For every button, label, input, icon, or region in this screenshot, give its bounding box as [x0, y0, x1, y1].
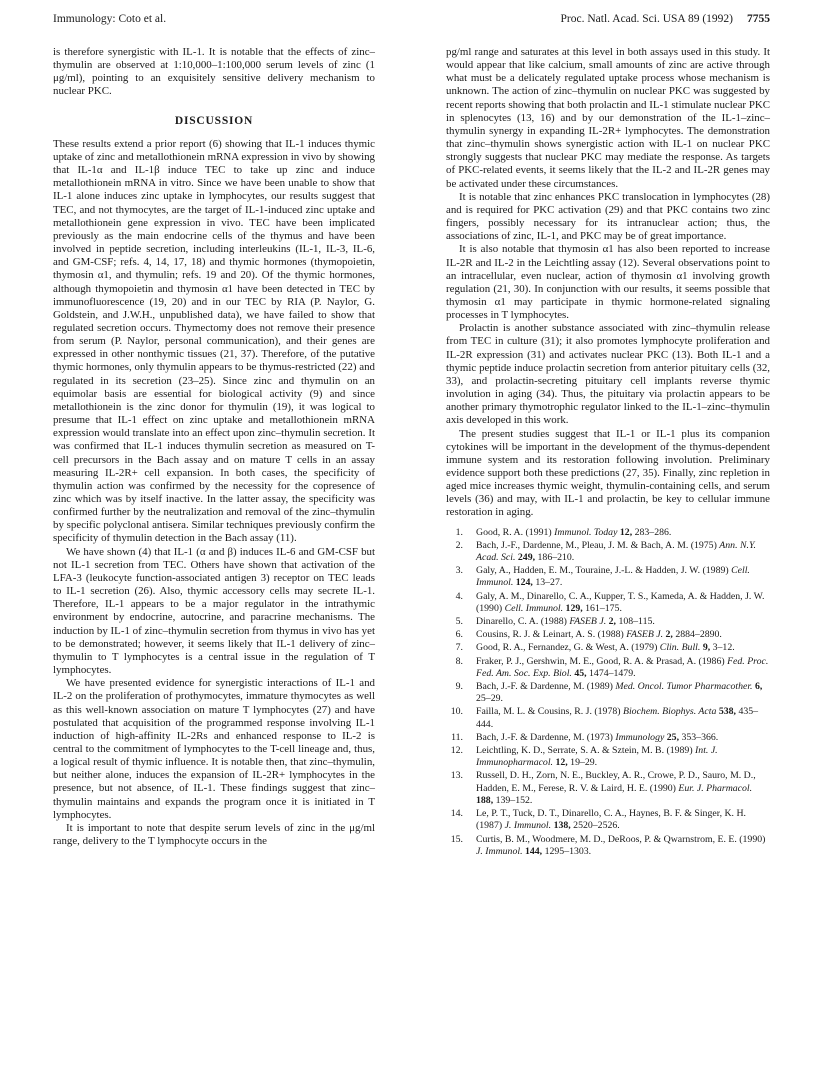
reference-number: 4.: [455, 590, 463, 602]
reference-source: FASEB J.: [626, 629, 664, 641]
discussion-paragraph-3: We have presented evidence for synergistic interactions of IL-1 and IL-2 on the proliferation of prothymocytes, immature thymocytes as well as this well-known association on mature T lymphocytes (27) and have postulated that acquisition of the programmed response involving IL-1 induction of high-affinity IL-2Rs and enhanced response to IL-2 is central to the commitment of lymphocytes to the T-cell lineage and, thus, a logical result of thymic influence. It is notable then, that zinc–thymulin, but neither alone, induces the expansion of IL-2R+ lymphocytes in the presence, but not absence, of IL-1. These findings suggest that zinc–thymulin maintains and expands the program once it is initiated in T lymphocytes.: [53, 677, 375, 821]
reference-item: [446, 732, 770, 744]
discussion-paragraph-7: It is also notable that thymosin α1 has also been reported to increase IL-2R and IL-2 in the Leichtling assay (12). Several observations point to an intracellular, even nuclear, action of thymosin α1 involving growth regulation (21, 30). In conjunction with our results, it seems possible that thymosin α1 may participate in thymic hormone-related signaling processes in T lymphocytes.: [446, 243, 770, 322]
reference-authors: Bach, J.-F., Dardenne, M., Pleau, J. M. & Bach, A. M. (1975): [476, 539, 717, 551]
reference-authors: Bach, J.-F. & Dardenne, M. (1973): [476, 731, 613, 743]
reference-volume: 9,: [702, 642, 711, 654]
reference-item: [446, 565, 770, 589]
discussion-paragraph-2: We have shown (4) that IL-1 (α and β) induces IL-6 and GM-CSF but not IL-1 secretion from TEC. Others have shown that activation of the LFA-3 (leukocyte function-associated antigen 3) receptor on TEC leads to IL-1 secretion (26). Also, thymic accessory cells may secrete IL-1. Therefore, IL-1 appears to be a major regulator in the intrathymic environment by endocrine, autocrine, and paracrine mechanisms. The induction by IL-1 of zinc–thymulin secretion from thymus in vivo has yet to be demonstrated; however, it seems likely that IL-1 delivery of zinc–thymulin to T lymphocytes is a central issue in the regulation of T lymphocytes.: [53, 545, 375, 677]
reference-volume: 129,: [565, 602, 583, 614]
header-page-number: 7755: [747, 13, 770, 25]
reference-number: 12.: [450, 745, 463, 757]
reference-authors: Bach, J.-F. & Dardenne, M. (1989): [476, 681, 613, 693]
reference-item: [446, 656, 770, 680]
reference-pages: 435–444.: [476, 706, 759, 730]
reference-item: [446, 745, 770, 769]
reference-authors: Fraker, P. J., Gershwin, M. E., Good, R. A. & Prasad, A. (1986): [476, 655, 725, 667]
reference-item: [446, 629, 770, 641]
reference-item: [446, 527, 770, 539]
reference-volume: 249,: [517, 552, 536, 564]
reference-source: Fed. Proc. Fed. Am. Soc. Exp. Biol.: [476, 655, 769, 679]
reference-number: 1.: [455, 526, 463, 538]
reference-volume: 138,: [553, 820, 571, 832]
reference-pages: 139–152.: [495, 794, 533, 806]
reference-volume: 25,: [666, 731, 680, 743]
reference-pages: 25–29.: [476, 693, 503, 705]
reference-volume: 538,: [718, 706, 736, 718]
left-column: [53, 46, 375, 848]
reference-pages: 2520–2526.: [573, 820, 620, 832]
reference-source: Eur. J. Pharmacol.: [678, 782, 753, 794]
reference-item: [446, 706, 770, 730]
reference-volume: 2,: [665, 629, 673, 641]
reference-authors: Cousins, R. J. & Leinart, A. S. (1988): [476, 629, 624, 641]
reference-pages: 19–29.: [570, 757, 598, 769]
running-header: [53, 10, 770, 28]
reference-source: Immunology: [615, 731, 665, 743]
reference-item: [446, 591, 770, 615]
reference-item: [446, 642, 770, 654]
reference-number: 10.: [450, 706, 463, 718]
discussion-paragraph-8: Prolactin is another substance associated with zinc–thymulin release from TEC in culture (31); it also promotes lymphocyte proliferation and IL-2R expression (31) and activates nuclear PKC (13). Both IL-1 and a thymic peptide induce prolactin secretion from anterior pituitary cells (32, 33), and prolactin-secreting pituitary cell implants reverse thymic involution in aging (34). Thus, the pituitary via prolactin appears to be another primary thymotrophic regulator linked to the IL-1–zinc–thymulin axis developed in this work.: [446, 322, 770, 427]
reference-source: Ann. N.Y. Acad. Sci.: [476, 539, 756, 564]
reference-source: Int. J. Immunopharmacol.: [476, 745, 718, 769]
reference-source: Cell. Immunol.: [476, 565, 750, 589]
reference-number: 2.: [455, 539, 463, 551]
reference-authors: Failla, M. L. & Cousins, R. J. (1978): [476, 706, 621, 718]
reference-source: Clin. Bull.: [659, 642, 701, 654]
reference-authors: Le, P. T., Tuck, D. T., Dinarello, C. A., Haynes, B. F. & Singer, K. H. (1987): [476, 808, 746, 832]
right-column: [446, 46, 770, 859]
reference-authors: Galy, A. M., Dinarello, C. A., Kupper, T. S., Kameda, A. & Hadden, J. W. (1990): [476, 590, 765, 614]
reference-volume: 144,: [524, 845, 543, 857]
reference-source: Biochem. Biophys. Acta: [622, 706, 717, 718]
reference-item: [446, 834, 770, 858]
reference-volume: 45,: [574, 667, 587, 679]
reference-volume: 12,: [555, 757, 568, 769]
discussion-paragraph-5: pg/ml range and saturates at this level in both assays used in this study. It would appear that like calcium, small amounts of zinc are active through what must be a delicately regulated uptake process whose mechanism is unknown. The action of zinc–thymulin on nuclear PKC was suggested by recent reports showing that both prolactin and IL-1 stimulate nuclear PKC in splenocytes (13, 16) and by our demonstration of the IL-1–zinc–thymulin synergy in expanding IL-2R+ lymphocytes. The demonstration that zinc–thymulin shows synergistic action with IL-1 on nuclear PKC strongly suggests that nuclear PKC may mediate the response. As targets of PKC-related events, it seems likely that the IL-2 and IL-2R genes may be activated under these circumstances.: [446, 46, 770, 190]
reference-authors: Good, R. A., Fernandez, G. & West, A. (1979): [476, 642, 658, 654]
header-section-author: Immunology: Coto et al.: [53, 13, 167, 25]
header-journal-page: [561, 10, 770, 28]
reference-source: J. Immunol.: [476, 845, 523, 857]
discussion-paragraph-1: These results extend a prior report (6) showing that IL-1 induces thymic uptake of zinc and metallothionein mRNA expression in vivo by showing that IL-1α and IL-1β induce TEC to take up zinc and induce metallothionein mRNA in vitro. Since we have been unable to show that IL-1 alone induces zinc uptake in lymphocytes, our results suggest that TEC, and not thymocytes, are the target of IL-1-induced zinc uptake and metallothionein gene expression in vivo. TEC have been implicated previously as the main endocrine cells of the thymus and have been involved in peptide secretion, including interleukins (IL-1, IL-3, IL-6, and GM-CSF; refs. 4, 14, 17, 18) and thymic hormones (thymopoietin, thymosin α1, and thymulin; refs. 19 and 20). Of the thymic hormones, although thymopoietin and thymosin α1 have been detected in TEC by immunofluorescence (19, 20) and in our TEC by RIA (P. Naylor, G. Goldstein, and J.W.H., unpublished data), we have failed to show that regulated secretion occurs. Thymectomy does not remove their presence from serum (P. Naylor, personal communication), and their genes are expressed in other nonthymic tissues (21, 37). Therefore, of the putative thymic hormones, only thymulin appears to be thymus-restricted (22) and regulated in its secretion (23–25). Since zinc and thymulin on an equimolar basis are essential for biological activity (9) and since metallothionein is the zinc donor for thymulin (19), it was logical to presume that IL-1 effect on zinc uptake and metallothionein mRNA expression would translate into an effect upon zinc–thymulin secretion. It was confirmed that IL-1 induces thymulin secretion as measured on T-cell precursors in the Bach assay and on mature T cells in an assay measuring IL-2R+ cell expansion. In both cases, the specificity of thymulin action was confirmed by the necessity for the copresence of zinc which was by itself inactive. In the latter assay, the specificity was confirmed further by the neutralization and removal of the zinc–thymulin by specific polyclonal antisera. Similar techniques previously confirm the specificity of thymulin detection in the Bach assay (11).: [53, 137, 375, 545]
reference-volume: 188,: [476, 794, 494, 806]
reference-pages: 13–27.: [535, 577, 563, 589]
reference-pages: 161–175.: [585, 602, 622, 614]
reference-number: 7.: [455, 642, 463, 654]
reference-number: 9.: [455, 681, 463, 693]
header-journal: Proc. Natl. Acad. Sci. USA 89 (1992): [560, 13, 733, 25]
reference-item: [446, 540, 770, 564]
reference-number: 11.: [451, 731, 463, 743]
reference-number: 8.: [455, 655, 463, 667]
reference-source: Cell. Immunol.: [504, 602, 564, 614]
reference-item: [446, 808, 770, 832]
reference-volume: 124,: [515, 577, 533, 589]
reference-pages: 186–210.: [537, 552, 575, 564]
reference-pages: 283–286.: [634, 526, 672, 538]
reference-number: 6.: [455, 629, 463, 641]
reference-item: [446, 616, 770, 628]
reference-source: FASEB J.: [569, 616, 607, 628]
reference-item: [446, 770, 770, 807]
reference-volume: 2,: [608, 616, 616, 628]
discussion-paragraph-9: The present studies suggest that IL-1 or IL-1 plus its companion cytokines will be important in the development of the thymus-dependent immune system and its restoration following involution. Preliminary evidence support both these predictions (27, 35). Finally, zinc repletion in aged mice increases thymic weight, thymulin-containing cells, and serum levels (36) and may, with IL-1 and prolactin, be key to cellular immune restoration in aging.: [446, 427, 770, 519]
reference-number: 3.: [455, 565, 463, 577]
reference-authors: Russell, D. H., Zorn, N. E., Buckley, A. R., Crowe, P. D., Sauro, M. D., Hadden, E. M., Ferese, R. V. & Laird, H. E. (1990): [476, 770, 756, 794]
reference-authors: Curtis, B. M., Woodmere, M. D., DeRoos, P. & Qwarnstrom, E. E. (1990): [476, 833, 766, 845]
reference-pages: 353–366.: [681, 731, 719, 743]
reference-pages: 1474–1479.: [589, 667, 636, 679]
reference-volume: 6,: [754, 681, 763, 693]
reference-list: [446, 527, 770, 858]
discussion-paragraph-4: It is important to note that despite serum levels of zinc in the μg/ml range, delivery to the T lymphocyte occurs in the: [53, 821, 375, 848]
reference-number: 14.: [450, 808, 463, 820]
reference-authors: Leichtling, K. D., Serrate, S. A. & Sztein, M. B. (1989): [476, 745, 693, 757]
reference-item: [446, 681, 770, 705]
reference-number: 15.: [450, 833, 463, 845]
reference-authors: Dinarello, C. A. (1988): [476, 616, 567, 628]
reference-pages: 2884–2890.: [675, 629, 722, 641]
reference-volume: 12,: [619, 526, 633, 538]
reference-source: Med. Oncol. Tumor Pharmacother.: [615, 681, 753, 693]
reference-source: Immunol. Today: [554, 526, 618, 538]
reference-number: 5.: [455, 616, 463, 628]
reference-pages: 1295–1303.: [544, 845, 592, 857]
discussion-paragraph-6: It is notable that zinc enhances PKC translocation in lymphocytes (28) and is required for PKC activation (29) and that PKC contains two zinc fingers, possibly necessary for its intranuclear action; thus, the associations of zinc, IL-1, and PKC may be of great importance.: [446, 190, 770, 243]
reference-pages: 108–115.: [618, 616, 655, 628]
continued-paragraph: is therefore synergistic with IL-1. It is notable that the effects of zinc–thymulin are observed at 1:10,000–1:100,000 serum levels of zinc (1 μg/ml), pointing to an exquisitely sensitive delivery mechanism to nuclear PKC.: [53, 46, 375, 98]
section-heading-discussion: DISCUSSION: [174, 114, 254, 127]
reference-source: J. Immunol.: [504, 820, 552, 832]
reference-authors: Good, R. A. (1991): [476, 526, 552, 538]
reference-number: 13.: [450, 770, 463, 782]
reference-authors: Galy, A., Hadden, E. M., Touraine, J.-L. & Hadden, J. W. (1989): [476, 565, 729, 577]
reference-pages: 3–12.: [712, 642, 735, 654]
